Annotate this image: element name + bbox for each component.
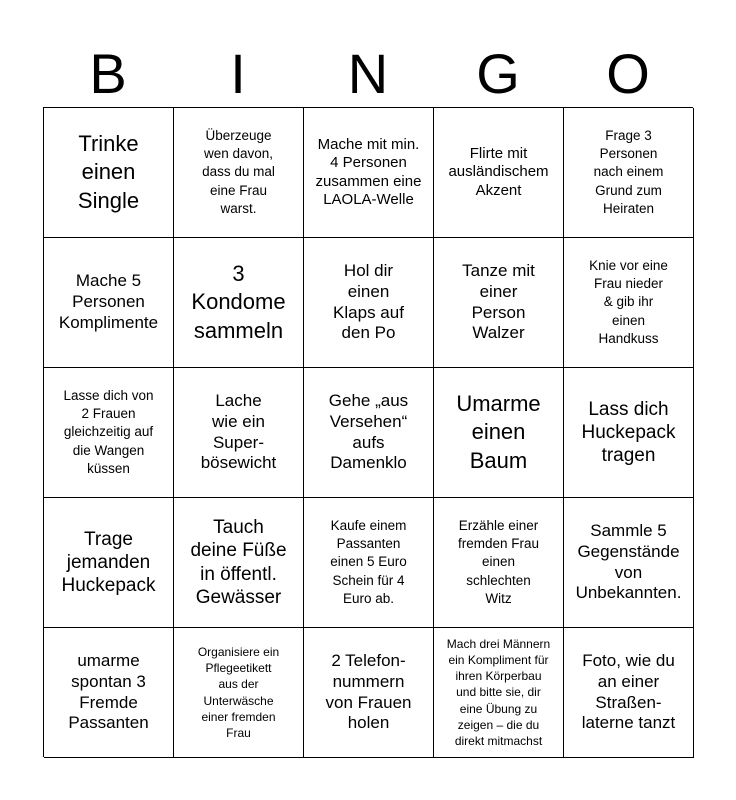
header-letter-b: B (89, 42, 127, 105)
bingo-cell[interactable]: Knie vor eine Frau nieder & gib ihr einen Handkuss (564, 238, 694, 368)
bingo-cell[interactable]: Mach drei Männern ein Kompliment für ihren Körperbau und bitte sie, dir eine Übung zu zeigen – die du direkt mitmachst (434, 628, 564, 758)
bingo-cell[interactable]: Kaufe einem Passanten einen 5 Euro Schein für 4 Euro ab. (304, 498, 434, 628)
bingo-grid (43, 107, 693, 757)
bingo-cell[interactable]: Sammle 5 Gegenstände von Unbekannten. (564, 498, 694, 628)
bingo-cell[interactable]: Umarme einen Baum (434, 368, 564, 498)
header-letter-i: I (230, 42, 246, 105)
header-letter-g: G (476, 42, 520, 105)
bingo-cell[interactable]: Mache mit min. 4 Personen zusammen eine LAOLA-Welle (304, 108, 434, 238)
bingo-cell[interactable]: Lache wie ein Super- bösewicht (174, 368, 304, 498)
bingo-cell[interactable]: Tauch deine Füße in öffentl. Gewässer (174, 498, 304, 628)
bingo-header (43, 40, 693, 108)
bingo-cell[interactable]: Hol dir einen Klaps auf den Po (304, 238, 434, 368)
bingo-cell[interactable]: Gehe „aus Versehen“ aufs Damenklo (304, 368, 434, 498)
header-letter-o: O (606, 42, 650, 105)
bingo-cell[interactable]: Foto, wie du an einer Straßen- laterne tanzt (564, 628, 694, 758)
header-letter-n: N (347, 42, 389, 105)
bingo-cell[interactable]: Frage 3 Personen nach einem Grund zum Heiraten (564, 108, 694, 238)
bingo-cell[interactable]: Trinke einen Single (44, 108, 174, 238)
bingo-cell[interactable]: Lasse dich von 2 Frauen gleichzeitig auf die Wangen küssen (44, 368, 174, 498)
bingo-cell[interactable]: 2 Telefon- nummern von Frauen holen (304, 628, 434, 758)
bingo-cell[interactable]: Mache 5 Personen Komplimente (44, 238, 174, 368)
bingo-cell[interactable]: Trage jemanden Huckepack (44, 498, 174, 628)
bingo-cell[interactable]: Erzähle einer fremden Frau einen schlechten Witz (434, 498, 564, 628)
bingo-cell[interactable]: Organisiere ein Pflegeetikett aus der Unterwäsche einer fremden Frau (174, 628, 304, 758)
bingo-cell[interactable]: Überzeuge wen davon, dass du mal eine Frau warst. (174, 108, 304, 238)
bingo-cell[interactable]: Lass dich Huckepack tragen (564, 368, 694, 498)
bingo-cell[interactable]: Flirte mit ausländischem Akzent (434, 108, 564, 238)
bingo-cell[interactable]: 3 Kondome sammeln (174, 238, 304, 368)
bingo-cell[interactable]: umarme spontan 3 Fremde Passanten (44, 628, 174, 758)
bingo-cell[interactable]: Tanze mit einer Person Walzer (434, 238, 564, 368)
